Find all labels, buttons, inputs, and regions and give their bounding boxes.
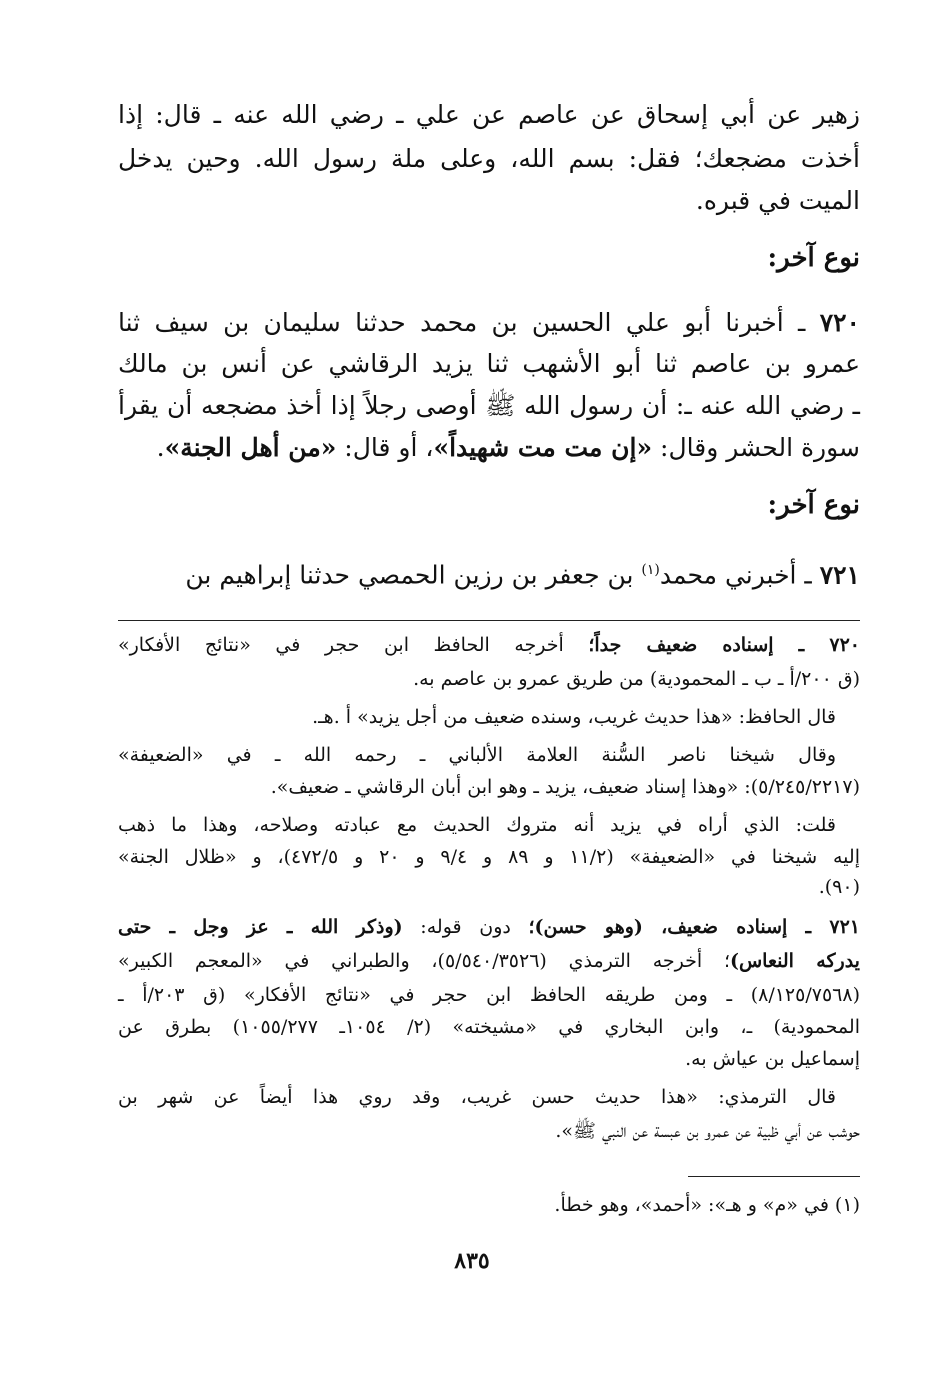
hadith-720-line [118,306,860,340]
footnote-ref: (١) [641,562,660,578]
note-721-line: قال الترمذي: «هذا حديث حسن غريب، وقد روي هذا أيضاً عن شهر بن [118,1086,836,1108]
hadith-text: ـ أخبرنا أبو علي الحسين بن محمد حدثنا سليمان بن سيف ثنا [118,308,820,337]
note-720-line: إليه شيخنا في «الضعيفة» (١١/٢ و ٨٩ و ٩/٤ و ٢٠ و ٤٧٢/٥)، و «ظلال الجنة» [118,846,860,868]
note-721-line: المحمودية) ـ، وابن البخاري في «مشيخته» (٢/ ١٠٥٤ـ ١٠٥٥/٢٧٧) بطرق عن [118,1016,860,1038]
footnote-1: (١) في «م» و هـ»: «أحمد»، وهو خطأ. [554,1194,860,1216]
note-720-line: قال الحافظ: «هذا حديث غريب، وسنده ضعيف من أجل يزيد» أ .هـ. [312,706,836,728]
hadith-721-line [118,553,860,592]
note-721-line: حوشب عن أبي ظبية عن عمرو بن عبسة عن النبي ﷺ». [555,1120,860,1142]
note-number: ٧٢١ [829,916,860,938]
hadith-720-line: عمرو بن عاصم ثنا أبو الأشهب ثنا يزيد الرقاشي عن أنس بن مالك [118,349,860,378]
note-720-line: (ق ٢٠٠/أ ـ ب ـ المحمودية) من طريق عمرو بن عاصم به. [413,668,860,690]
section-heading: نوع آخر: [767,243,860,273]
note-text: دون قوله: [402,916,529,938]
note-720-line: (٩٠). [818,876,860,898]
note-721-line: إسماعيل بن عياش به. [685,1048,860,1070]
note-text: ؛ أخرجه الترمذي (٥/٥٤٠/٣٥٢٦)، والطبراني في «المعجم الكبير» [118,950,730,972]
hadith-720-line: ـ رضي الله عنه ـ: أن رسول الله ﷺ أوصى رجلاً إذا أخذ مضجعه أن يقرأ [118,391,860,420]
page-number: ٨٣٥ [454,1248,490,1274]
quote-bold: «من أهل الجنة» [164,433,337,462]
note-grading: ـ إسناده ضعيف جداً؛ [588,634,830,656]
note-720-line: قلت: الذي أراه في يزيد أنه متروك الحديث مع عبادته وصلاحه، وهذا ما ذهب [118,814,836,836]
note-text: أخرجه الحافظ ابن حجر في «نتائج الأفكار» [118,634,589,656]
main-text-line: الميت في قبره. [695,186,860,215]
quote-bold: «إن مت مت شهيداً» [433,433,653,462]
hadith-number: ٧٢٠ [819,308,860,337]
note-bold-text: (وذكر الله ـ عز وجل ـ حتى [118,916,403,938]
note-grading: ـ إسناده ضعيف، (وهو حسن)؛ [528,916,830,938]
text-segment: ، أو قال: [336,433,434,462]
main-text-line: أخذت مضجعك؛ فقل: بسم الله، وعلى ملة رسول الله. وحين يدخل [118,144,860,173]
note-721-line [118,948,860,974]
hadith-number: ٧٢١ [819,560,860,590]
hadith-text: ـ أخبرني محمد [659,560,820,590]
text-segment: سورة الحشر وقال: [652,433,860,462]
note-720-line [118,632,860,658]
note-720-line: (٥/٢٤٥/٢٢١٧): «وهذا إسناد ضعيف، يزيد ـ وهو ابن أبان الرقاشي ـ ضعيف». [270,776,860,798]
hadith-text: بن جعفر بن رزين الحمصي حدثنا إبراهيم بن [185,560,642,590]
main-text-line: زهير عن أبي إسحاق عن عاصم عن علي ـ رضي الله عنه ـ قال: إذا [118,100,860,129]
hadith-720-line [118,431,860,465]
footnote-separator [688,1176,860,1177]
section-heading: نوع آخر: [767,490,860,520]
text-segment: . [156,433,165,462]
note-721-line: (٨/١٢٥/٧٥٦٨) ـ ومن طريقه الحافظ ابن حجر في «نتائج الأفكار» (ق ٢٠٣/أ ـ [118,984,860,1006]
notes-separator [118,620,860,621]
note-721-line [118,914,860,940]
note-bold-text: يدركه النعاس) [730,950,860,972]
note-number: ٧٢٠ [829,634,860,656]
note-720-line: وقال شيخنا ناصر السُّنة العلامة الألباني ـ رحمه الله ـ في «الضعيفة» [118,744,836,766]
